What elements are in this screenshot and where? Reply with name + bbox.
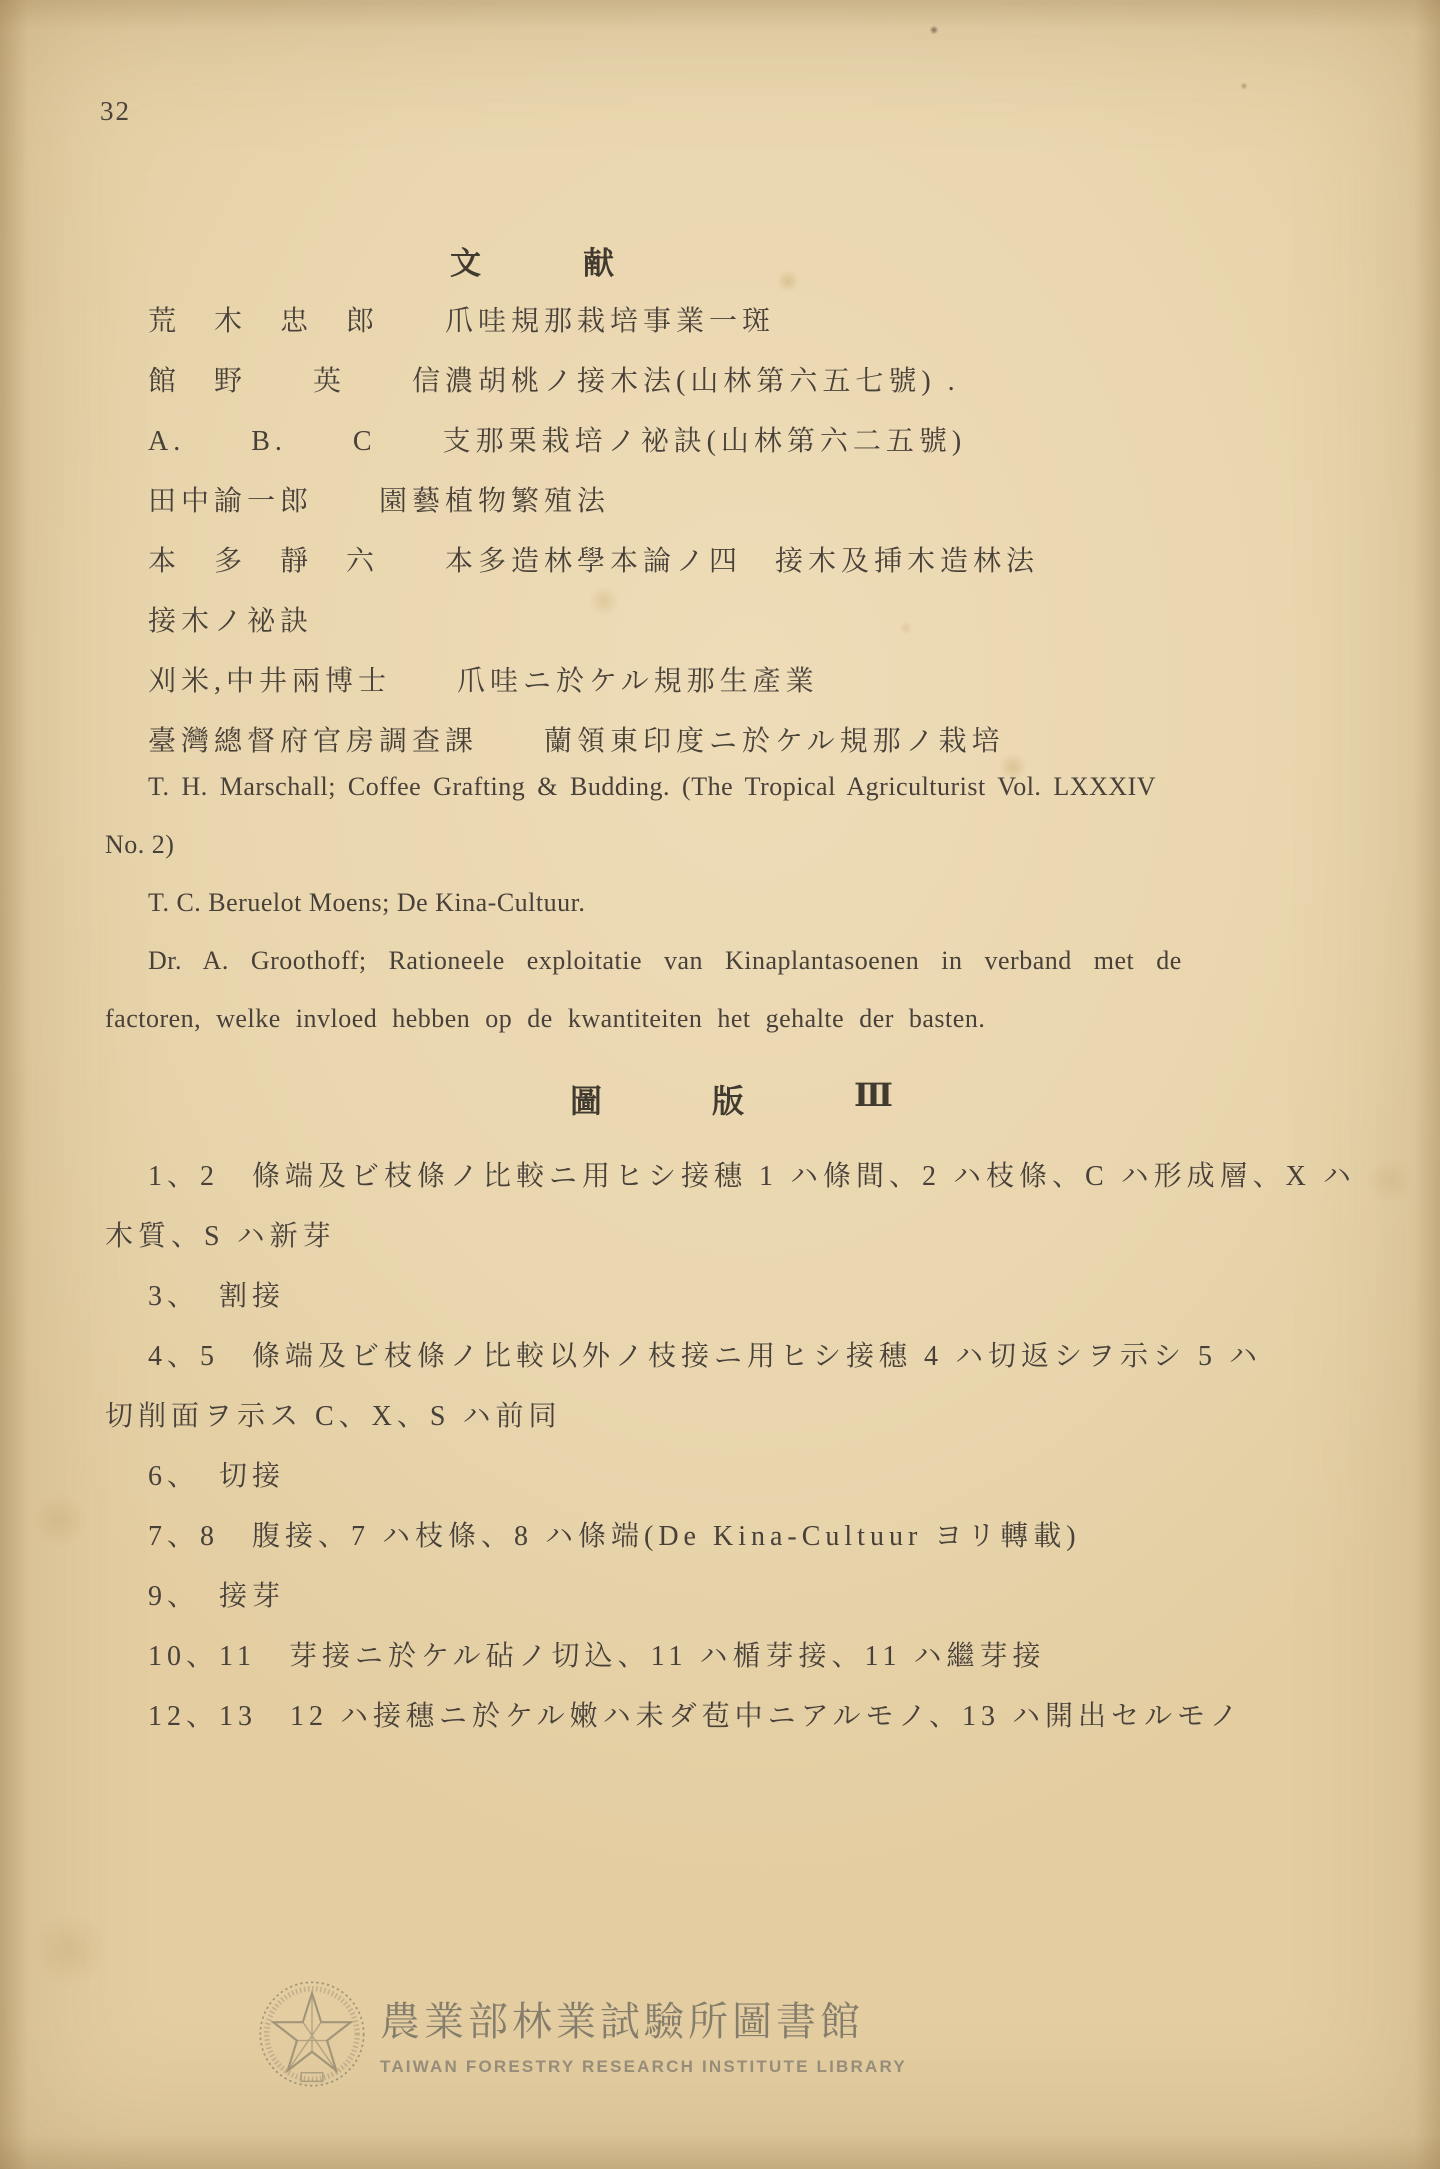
plate-item: 1、2 條端及ビ枝條ノ比較ニ用ヒシ接穗 1 ハ條間、2 ハ枝條、C ハ形成層、X ハ	[148, 1161, 1356, 1192]
plates-heading-char: 版	[712, 1083, 745, 1119]
bibliography-entry: 臺灣總督府官房調查課 蘭領東印度ニ於ケル規那ノ栽培	[148, 726, 1005, 757]
library-name-cjk: 農業部林業試驗所圖書館	[380, 1999, 864, 2044]
plate-item: 3、 割接	[148, 1281, 286, 1312]
bibliography-entry: 接木ノ祕訣	[148, 606, 314, 637]
bibliography-entry: A. B. C 支那栗栽培ノ祕訣(山林第六二五號)	[148, 426, 967, 457]
bibliography-heading-char: 文	[450, 246, 481, 281]
bibliography-entry: T. H. Marschall; Coffee Grafting & Budding. (The Tropical Agriculturist Vol. LXXXIV	[148, 772, 1157, 801]
bibliography-entry: factoren, welke invloed hebben op de kwantiteiten het gehalte der basten.	[105, 1004, 986, 1033]
plate-item: 9、 接芽	[148, 1581, 286, 1612]
plate-item: 6、 切接	[148, 1461, 286, 1492]
plates-heading-char: 圖	[570, 1083, 603, 1119]
bibliography-heading-char: 献	[583, 246, 614, 281]
bibliography-entry: 刈米,中井兩博士 爪哇ニ於ケル規那生產業	[148, 666, 819, 697]
plate-item: 7、8 腹接、7 ハ枝條、8 ハ條端(De Kina-Cultuur ヨリ轉載)	[148, 1521, 1081, 1552]
plate-item: 12、13 12 ハ接穗ニ於ケル嫩ハ未ダ苞中ニアルモノ、13 ハ開出セルモノ	[148, 1701, 1243, 1732]
library-name-en: TAIWAN FORESTRY RESEARCH INSTITUTE LIBRARY	[380, 2057, 907, 2076]
plate-item-continuation: 切削面ヲ示ス C、X、S ハ前同	[105, 1401, 562, 1432]
plate-descriptions	[105, 1160, 1356, 1760]
bibliography-heading	[450, 238, 614, 283]
plates-heading	[570, 1076, 893, 1122]
bibliography-entry: 田中諭一郎 園藝植物繁殖法	[148, 486, 611, 517]
bibliography-entry: 本 多 靜 六 本多造林學本論ノ四 接木及挿木造林法	[148, 546, 1040, 577]
bibliography-entry: T. C. Beruelot Moens; De Kina-Cultuur.	[148, 888, 586, 917]
bibliography-entry: 館 野 英 信濃胡桃ノ接木法(山林第六五七號) .	[148, 366, 960, 397]
bibliography-cjk-entries	[105, 305, 1345, 785]
bibliography-entry: No. 2)	[105, 830, 175, 859]
bibliography-entry: Dr. A. Groothoff; Rationeele exploitatie van Kinaplantasoenen in verband met de	[148, 946, 1182, 975]
plate-item: 10、11 芽接ニ於ケル砧ノ切込、11 ハ楯芽接、11 ハ繼芽接	[148, 1641, 1046, 1672]
bibliography-western-entries	[105, 770, 1345, 1060]
plate-item-continuation: 木質、S ハ新芽	[105, 1221, 336, 1252]
library-watermark	[258, 1978, 907, 2090]
plates-heading-numeral: Ⅲ	[854, 1077, 893, 1113]
page-number: 32	[100, 96, 131, 126]
library-watermark-text	[380, 1978, 907, 2077]
plate-item: 4、5 條端及ビ枝條ノ比較以外ノ枝接ニ用ヒシ接穗 4 ハ切返シヲ示シ 5 ハ	[148, 1341, 1263, 1372]
forestry-star-seal-icon	[258, 1978, 366, 2090]
bibliography-entry: 荒 木 忠 郎 爪哇規那栽培事業一斑	[148, 306, 776, 337]
